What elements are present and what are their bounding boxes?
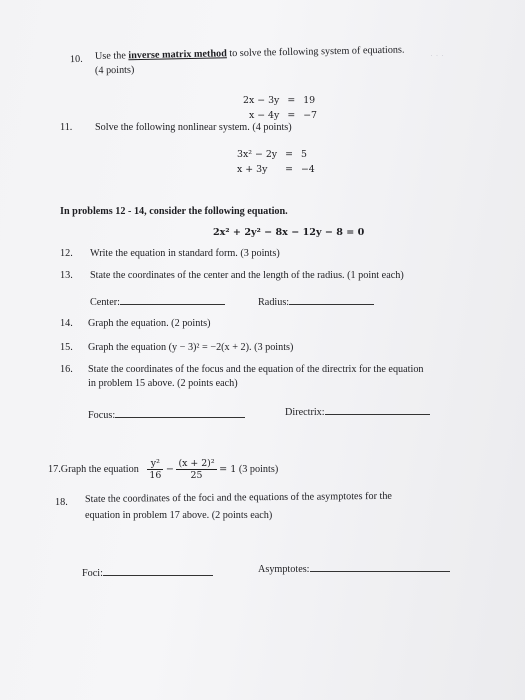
q10-points: (4 points) — [94, 64, 135, 77]
q11-eq2-lhs: x + 3y — [237, 164, 268, 175]
q10-eq1-rhs: 19 — [303, 95, 316, 106]
q10-text-post: to solve the following system of equations. — [226, 44, 405, 60]
q13-center-answer — [90, 295, 225, 309]
q16-directrix-blank[interactable] — [325, 405, 430, 415]
q10-system — [238, 92, 322, 124]
q17-points: (3 points) — [238, 464, 279, 475]
q13-center-label: Center: — [90, 297, 120, 308]
q17-frac2-num: (x + 2)² — [178, 458, 215, 470]
q16-directrix-answer — [285, 405, 430, 419]
q17-minus: − — [165, 464, 174, 475]
bleed-through-text: · · · — [430, 50, 444, 60]
q13-center-blank[interactable] — [120, 295, 225, 305]
q16-focus-label: Focus: — [88, 410, 116, 421]
q13-number: 13. — [60, 270, 73, 281]
q15-prompt: Graph the equation (y − 3)² = −2(x + 2). (3 points) — [88, 342, 294, 353]
q10-equation-2 — [240, 109, 320, 122]
q11-eq1-rhs: 5 — [300, 149, 307, 160]
q17-frac1-num: y² — [147, 458, 163, 470]
q14-prompt: Graph the equation. (2 points) — [88, 318, 211, 329]
section-equation: 2x² + 2y² − 8x − 12y − 8 = 0 — [213, 227, 365, 238]
q18-foci-label: Foci: — [82, 568, 103, 579]
q16-focus-answer — [88, 408, 245, 422]
q18-foci-blank[interactable] — [103, 566, 213, 576]
q11-equation-1 — [234, 148, 318, 161]
q11-prompt: Solve the following nonlinear system. (4 points) — [95, 122, 292, 133]
q13-radius-blank[interactable] — [289, 295, 374, 305]
q11-eq1-lhs: 3x² − 2y — [237, 149, 278, 160]
q13-radius-label: Radius: — [258, 297, 290, 308]
q10-prompt — [95, 45, 405, 63]
q10-eq2-rhs: −7 — [303, 110, 318, 121]
q10-eq2-lhs: x − 4y — [248, 110, 280, 121]
q18-asymptotes-answer — [258, 562, 450, 576]
q14-number: 14. — [60, 318, 73, 329]
q17-equals: = 1 — [219, 464, 237, 475]
q10-eq1-op: = — [287, 95, 296, 106]
q16-focus-blank[interactable] — [115, 408, 245, 418]
q18-asymptotes-blank[interactable] — [310, 562, 450, 572]
q11-equation-2 — [234, 163, 318, 176]
q17-lead: 17.Graph the equation — [48, 464, 139, 475]
q10-number: 10. — [69, 53, 83, 66]
q11-number: 11. — [60, 122, 73, 133]
q10-eq2-op: = — [287, 110, 296, 121]
q17-frac1-den: 16 — [149, 470, 162, 482]
q18-prompt-line1: State the coordinates of the foci and the equations of the asymptotes for the — [84, 490, 392, 505]
q11-system — [232, 146, 320, 178]
section-heading: In problems 12 - 14, consider the following equation. — [60, 206, 288, 217]
q18-number: 18. — [55, 497, 68, 508]
q10-method: inverse matrix method — [128, 48, 227, 62]
q11-eq2-rhs: −4 — [300, 164, 315, 175]
q16-directrix-label: Directrix: — [285, 407, 325, 418]
q11-eq1-op: = — [285, 149, 293, 160]
q17-fraction-1 — [147, 458, 163, 481]
q16-prompt-line2: in problem 15 above. (2 points each) — [88, 378, 238, 389]
q10-eq1-lhs: 2x − 3y — [243, 95, 280, 106]
q18-prompt-line2: equation in problem 17 above. (2 points each) — [85, 510, 273, 521]
q17-fraction-2 — [176, 458, 216, 481]
q10-equation-1 — [240, 94, 320, 107]
q12-prompt: Write the equation in standard form. (3 points) — [90, 248, 280, 259]
q17-prompt — [48, 458, 278, 482]
q11-eq2-op: = — [285, 164, 293, 175]
q12-number: 12. — [60, 248, 73, 259]
q13-prompt: State the coordinates of the center and the length of the radius. (1 point each) — [90, 270, 404, 281]
q15-number: 15. — [60, 342, 73, 353]
q17-frac2-den: 25 — [190, 470, 203, 482]
q16-number: 16. — [60, 364, 73, 375]
q18-foci-answer — [82, 566, 213, 580]
q16-prompt-line1: State the coordinates of the focus and the equation of the directrix for the equation — [88, 364, 424, 375]
q10-text-pre: Use the — [94, 50, 129, 62]
q13-radius-answer — [258, 295, 374, 309]
q18-asymptotes-label: Asymptotes: — [258, 564, 310, 575]
